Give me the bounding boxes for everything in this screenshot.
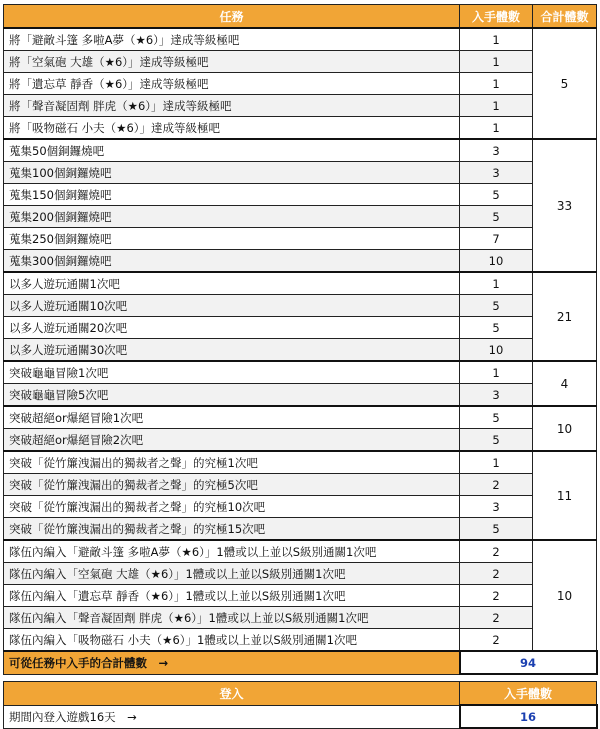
count-cell: 7 bbox=[460, 228, 533, 250]
group-total-cell: 33 bbox=[533, 139, 597, 272]
group-total-cell: 5 bbox=[533, 28, 597, 139]
task-cell: 蒐集300個銅鑼燒吧 bbox=[4, 250, 460, 273]
login-header: 登入 bbox=[4, 682, 460, 706]
table-row bbox=[4, 117, 597, 140]
header-row bbox=[4, 5, 597, 29]
table-row bbox=[4, 139, 597, 162]
task-cell: 隊伍內編入「空氣砲 大雄（★6）」1體或以上並以S級別通關1次吧 bbox=[4, 563, 460, 585]
count-cell: 3 bbox=[460, 162, 533, 184]
table-row bbox=[4, 184, 597, 206]
count-cell: 1 bbox=[460, 117, 533, 140]
count-cell: 2 bbox=[460, 607, 533, 629]
task-cell: 蒐集50個銅鑼燒吧 bbox=[4, 139, 460, 162]
table-row bbox=[4, 272, 597, 295]
table-row bbox=[4, 451, 597, 474]
table-row bbox=[4, 250, 597, 273]
task-cell: 隊伍內編入「吸物磁石 小夫（★6）」1體或以上並以S級別通關1次吧 bbox=[4, 629, 460, 652]
group-total-cell: 21 bbox=[533, 272, 597, 361]
table-row bbox=[4, 206, 597, 228]
table-row bbox=[4, 629, 597, 652]
task-cell: 以多人遊玩通關20次吧 bbox=[4, 317, 460, 339]
task-cell: 突破「從竹簾洩漏出的獨裁者之聲」的究極10次吧 bbox=[4, 496, 460, 518]
task-cell: 隊伍內編入「避敵斗篷 多啦A夢（★6）」1體或以上並以S級別通關1次吧 bbox=[4, 540, 460, 563]
count-cell: 2 bbox=[460, 563, 533, 585]
count-cell: 10 bbox=[460, 339, 533, 362]
login-value: 16 bbox=[460, 705, 597, 728]
table-row bbox=[4, 162, 597, 184]
task-cell: 以多人遊玩通關30次吧 bbox=[4, 339, 460, 362]
table-row bbox=[4, 228, 597, 250]
count-cell: 5 bbox=[460, 295, 533, 317]
count-cell: 1 bbox=[460, 272, 533, 295]
count-cell: 1 bbox=[460, 51, 533, 73]
count-cell: 5 bbox=[460, 206, 533, 228]
table-row bbox=[4, 28, 597, 51]
count-cell: 5 bbox=[460, 518, 533, 541]
task-cell: 隊伍內編入「遺忘草 靜香（★6）」1體或以上並以S級別通關1次吧 bbox=[4, 585, 460, 607]
task-cell: 突破龜龜冒險5次吧 bbox=[4, 384, 460, 407]
task-cell: 突破超絕or爆絕冒險1次吧 bbox=[4, 406, 460, 429]
table-row bbox=[4, 540, 597, 563]
login-header-row bbox=[4, 682, 597, 706]
count-cell: 1 bbox=[460, 73, 533, 95]
table-row bbox=[4, 518, 597, 541]
count-cell: 3 bbox=[460, 139, 533, 162]
login-task: 期間內登入遊戲16天 → bbox=[4, 705, 460, 728]
table-row bbox=[4, 607, 597, 629]
task-cell: 突破「從竹簾洩漏出的獨裁者之聲」的究極5次吧 bbox=[4, 474, 460, 496]
table-row bbox=[4, 295, 597, 317]
task-cell: 以多人遊玩通關1次吧 bbox=[4, 272, 460, 295]
table-row bbox=[4, 73, 597, 95]
count-cell: 1 bbox=[460, 95, 533, 117]
count-cell: 5 bbox=[460, 406, 533, 429]
mission-rows bbox=[4, 28, 597, 651]
group-total-cell: 11 bbox=[533, 451, 597, 540]
table-row bbox=[4, 406, 597, 429]
count-cell: 1 bbox=[460, 451, 533, 474]
count-cell: 2 bbox=[460, 629, 533, 652]
table-row bbox=[4, 317, 597, 339]
header-obtain: 入手體數 bbox=[460, 5, 533, 29]
table-row bbox=[4, 563, 597, 585]
count-cell: 1 bbox=[460, 361, 533, 384]
task-cell: 突破「從竹簾洩漏出的獨裁者之聲」的究極1次吧 bbox=[4, 451, 460, 474]
summary-value: 94 bbox=[460, 651, 597, 674]
table-row bbox=[4, 585, 597, 607]
count-cell: 3 bbox=[460, 496, 533, 518]
group-total-cell: 10 bbox=[533, 540, 597, 651]
group-total-cell: 10 bbox=[533, 406, 597, 451]
task-cell: 將「遺忘草 靜香（★6）」達成等級極吧 bbox=[4, 73, 460, 95]
login-obtain-header: 入手體數 bbox=[460, 682, 597, 706]
task-cell: 突破龜龜冒險1次吧 bbox=[4, 361, 460, 384]
task-cell: 將「空氣砲 大雄（★6）」達成等級極吧 bbox=[4, 51, 460, 73]
task-cell: 蒐集100個銅鑼燒吧 bbox=[4, 162, 460, 184]
mission-table bbox=[3, 4, 598, 729]
task-cell: 將「避敵斗篷 多啦A夢（★6）」達成等級極吧 bbox=[4, 28, 460, 51]
table-row bbox=[4, 339, 597, 362]
summary-section bbox=[4, 651, 597, 728]
group-total-cell: 4 bbox=[533, 361, 597, 406]
summary-label: 可從任務中入手的合計體數 → bbox=[4, 651, 460, 674]
count-cell: 5 bbox=[460, 429, 533, 452]
table-row bbox=[4, 51, 597, 73]
spacer-row bbox=[4, 674, 597, 682]
task-cell: 蒐集200個銅鑼燒吧 bbox=[4, 206, 460, 228]
table-row bbox=[4, 496, 597, 518]
table-row bbox=[4, 361, 597, 384]
count-cell: 5 bbox=[460, 184, 533, 206]
task-cell: 以多人遊玩通關10次吧 bbox=[4, 295, 460, 317]
count-cell: 1 bbox=[460, 28, 533, 51]
task-cell: 將「聲音凝固劑 胖虎（★6）」達成等級極吧 bbox=[4, 95, 460, 117]
table-row bbox=[4, 429, 597, 452]
header-total: 合計體數 bbox=[533, 5, 597, 29]
task-cell: 蒐集150個銅鑼燒吧 bbox=[4, 184, 460, 206]
count-cell: 10 bbox=[460, 250, 533, 273]
task-cell: 將「吸物磁石 小夫（★6）」達成等級極吧 bbox=[4, 117, 460, 140]
count-cell: 3 bbox=[460, 384, 533, 407]
spacer-cell bbox=[4, 674, 597, 682]
count-cell: 2 bbox=[460, 540, 533, 563]
task-cell: 突破超絕or爆絕冒險2次吧 bbox=[4, 429, 460, 452]
count-cell: 2 bbox=[460, 474, 533, 496]
count-cell: 2 bbox=[460, 585, 533, 607]
task-cell: 隊伍內編入「聲音凝固劑 胖虎（★6）」1體或以上並以S級別通關1次吧 bbox=[4, 607, 460, 629]
header-task: 任務 bbox=[4, 5, 460, 29]
summary-row bbox=[4, 651, 597, 674]
table-row bbox=[4, 95, 597, 117]
task-cell: 蒐集250個銅鑼燒吧 bbox=[4, 228, 460, 250]
task-cell: 突破「從竹簾洩漏出的獨裁者之聲」的究極15次吧 bbox=[4, 518, 460, 541]
table-row bbox=[4, 384, 597, 407]
login-row bbox=[4, 705, 597, 728]
count-cell: 5 bbox=[460, 317, 533, 339]
table-row bbox=[4, 474, 597, 496]
